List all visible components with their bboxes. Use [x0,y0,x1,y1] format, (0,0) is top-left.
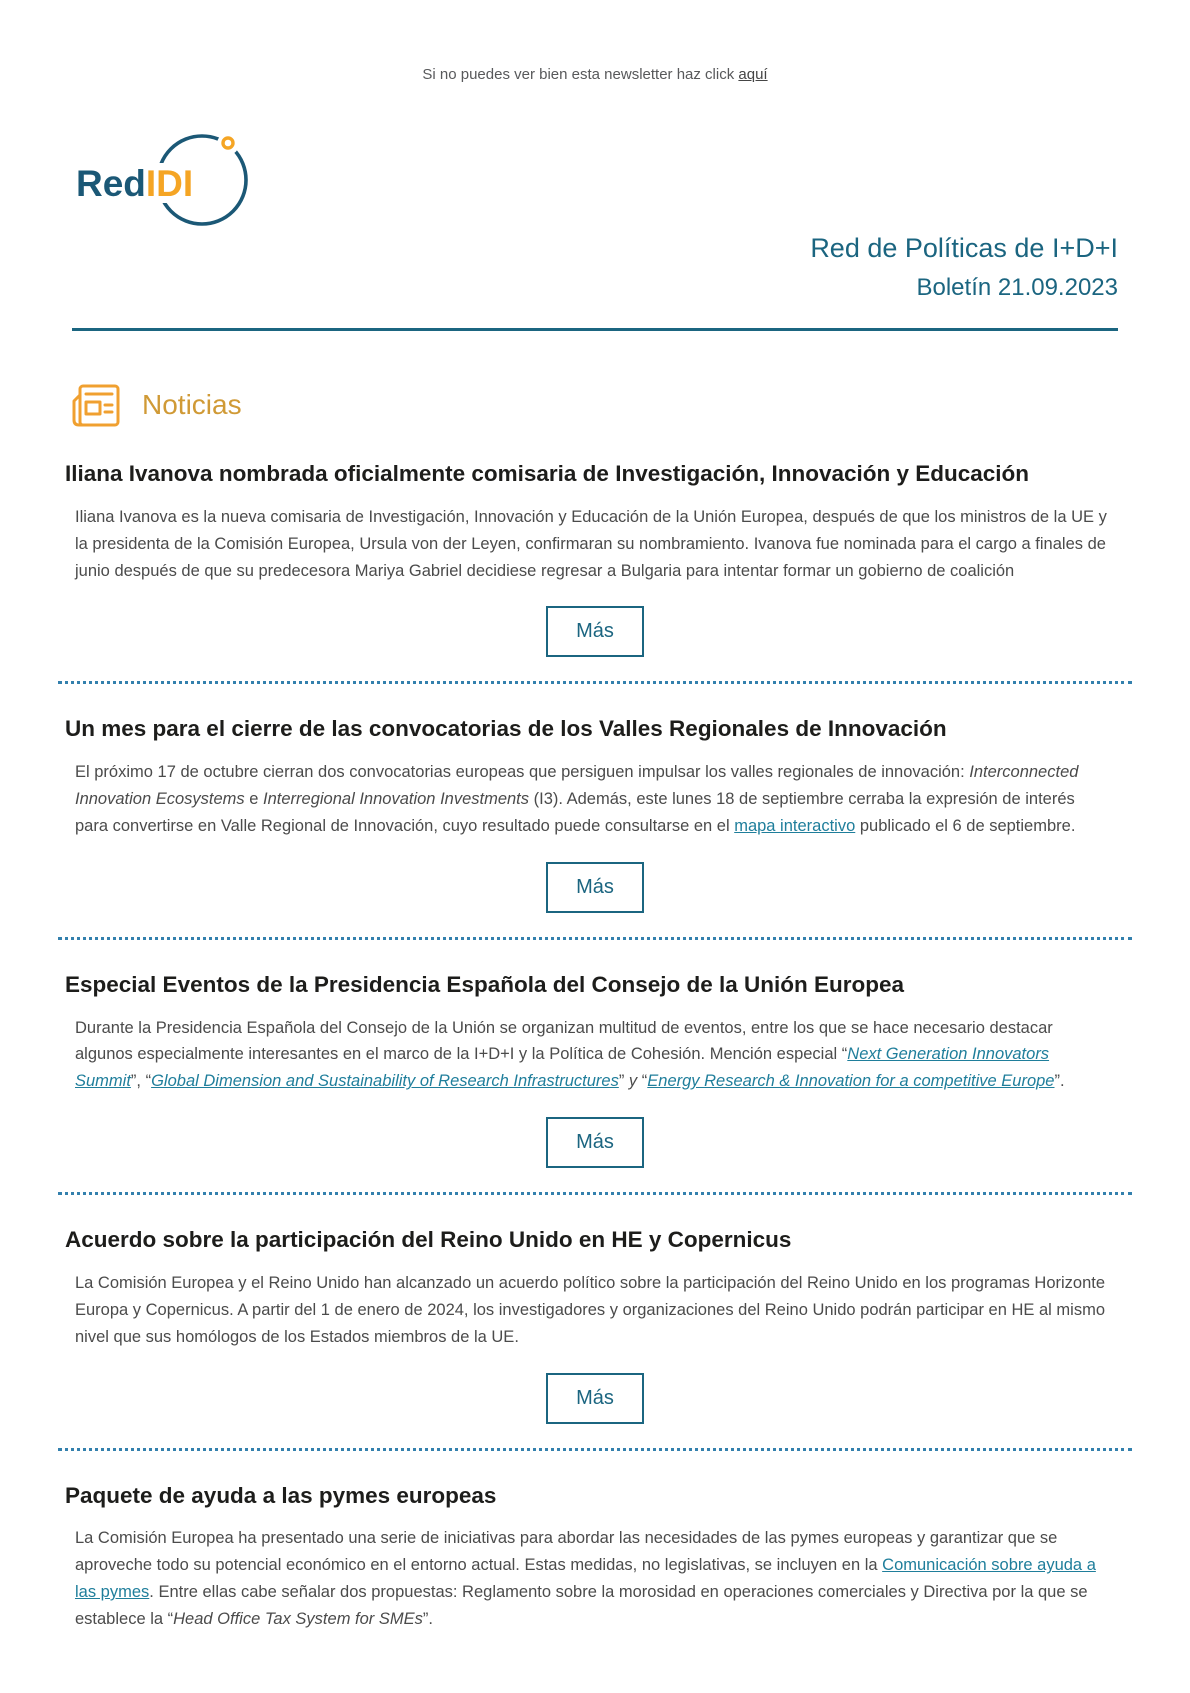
dotted-divider [58,937,1132,940]
more-button-row [58,1373,1132,1424]
newspaper-icon [70,381,122,429]
news-title: Un mes para el cierre de las convocatorias de los Valles Regionales de Innovación [65,716,947,742]
news-title: Especial Eventos de la Presidencia Española del Consejo de la Unión Europea [65,971,905,997]
body-text: e [244,790,264,809]
header-edition: Boletín 21.09.2023 [916,274,1118,302]
section-header [70,381,1118,429]
news-body [75,1015,1112,1096]
dotted-divider [58,1448,1132,1451]
inline-link[interactable]: Comunicación sobre ayuda a las pymes [75,1556,1096,1601]
body-text: La Comisión Europea ha presentado una serie de iniciativas para abordar las necesidades de las pymes europeas y garantizar que se aproveche todo su potencial económico en el entorno actual. Estas medidas, no legislativas, se incluyen en la [75,1529,1058,1575]
inline-link[interactable]: Next Generation Innovators Summit [75,1045,1050,1091]
body-text: publicado el 6 de septiembre. [855,816,1076,835]
news-item [58,1481,1132,1633]
redidi-logo [68,117,252,231]
more-button[interactable]: Más [546,606,644,657]
body-text: El próximo 17 de octubre cierran dos convocatorias europeas que persiguen impulsar los valles regionales de innovación: [75,763,970,782]
body-text: ”. [1054,1072,1065,1091]
more-button[interactable]: Más [546,1117,644,1168]
preheader-link[interactable]: aquí [738,66,768,83]
inline-link[interactable]: mapa interactivo [734,816,856,835]
body-text: . Entre ellas cabe señalar dos propuestas: Reglamento sobre la morosidad en operaciones comerciales y Directiva por la que se establece la “ [75,1583,1088,1628]
more-button[interactable]: Más [546,1373,644,1424]
logo-row [68,117,1118,231]
header [58,231,1118,302]
body-text: y [628,1072,638,1091]
news-title: Iliana Ivanova nombrada oficialmente comisaria de Investigación, Innovación y Educación [65,461,1030,487]
body-text: Head Office Tax System for SMEs [173,1609,423,1628]
news-list [58,459,1132,1633]
preheader-text: Si no puedes ver bien esta newsletter haz click [422,66,735,83]
more-button-row [58,1117,1132,1168]
news-body [75,759,1112,840]
more-button-row [58,606,1132,657]
body-text: Iliana Ivanova es la nueva comisaria de Investigación, Innovación y Educación de la Unión Europea, después de que los ministros de la UE y la presidenta de la Comisión Europea, Ursula von der Leyen, confirmaran su nombramiento. Ivanova fue nominada para el cargo a finales de junio después de que su predecesora Mariya Gabriel decidiese regresar a Bulgaria para intentar formar un gobierno de coalición [75,507,1107,580]
body-text: ” [618,1072,629,1091]
section-title: Noticias [142,389,242,421]
more-button-row [58,862,1132,913]
body-text: ”. [422,1609,433,1628]
header-rule [72,328,1118,331]
dotted-divider [58,681,1132,684]
body-text: ”, “ [130,1072,152,1091]
body-text: (I3). Además, este lunes 18 de septiembre cerraba la expresión de interés para convertirse en Valle Regional de Innovación, cuyo resultado puede consultarse en el [75,790,1075,835]
inline-link[interactable]: Energy Research & Innovation for a competitive Europe [647,1072,1055,1091]
news-item [58,1225,1132,1423]
body-text: La Comisión Europea y el Reino Unido han alcanzado un acuerdo político sobre la participación del Reino Unido en los programas Horizonte Europa y Copernicus. A partir del 1 de enero de 2024, los investigadores y organizaciones del Reino Unido podrán participar en HE al mismo nivel que sus homólogos de los Estados miembros de la UE. [75,1273,1106,1346]
news-body [75,1525,1112,1633]
news-item [58,970,1132,1168]
body-text: “ [637,1072,648,1091]
preheader [58,0,1132,83]
news-body [75,504,1112,585]
more-button[interactable]: Más [546,862,644,913]
dotted-divider [58,1192,1132,1195]
inline-link[interactable]: Global Dimension and Sustainability of Research Infrastructures [151,1072,619,1091]
header-title: Red de Políticas de I+D+I [810,233,1118,263]
news-title: Acuerdo sobre la participación del Reino Unido en HE y Copernicus [65,1227,792,1253]
body-text: Interregional Innovation Investments [263,790,530,809]
body-text: Interconnected Innovation Ecosystems [75,763,1079,809]
news-body [75,1270,1112,1351]
logo-text: RedIDI [76,163,194,204]
body-text: Durante la Presidencia Española del Consejo de la Unión se organizan multitud de eventos, entre los que se hace necesario destacar algunos especialmente interesantes en el marco de la I+D+I y la Política de Cohesión. Mención especial “ [75,1018,1053,1064]
news-title: Paquete de ayuda a las pymes europeas [65,1482,497,1508]
news-item [58,714,1132,912]
news-item [58,459,1132,657]
